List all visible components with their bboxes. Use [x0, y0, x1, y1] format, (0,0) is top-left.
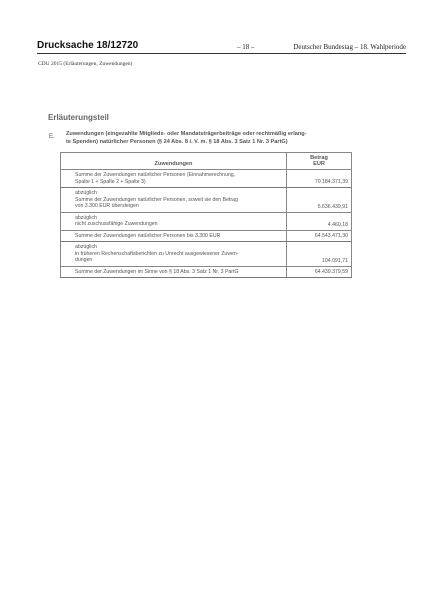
item-heading-line: Zuwendungen (eingezahlte Mitglieds- oder Mandatsträgerbeiträge oder rechtmäßig erlang- [66, 131, 307, 137]
row-desc-line: Summe der Zuwendungen natürlicher Personen bis 3.300 EUR [75, 232, 221, 239]
table-row [61, 188, 352, 213]
row-desc [61, 212, 287, 230]
table-row [61, 170, 352, 188]
table-row [61, 266, 352, 278]
row-desc [61, 170, 287, 188]
col-header-amount [287, 153, 352, 170]
row-desc [61, 242, 287, 267]
donations-table [60, 152, 352, 278]
row-amount: 4.460,18 [287, 212, 352, 230]
table-row [61, 212, 352, 230]
row-desc-line: nicht zuschussfähige Zuwendungen [75, 221, 158, 227]
row-amount: 64.439.379,59 [287, 266, 352, 278]
row-desc-line: abzüglich [75, 190, 97, 196]
item-letter: E. [49, 134, 55, 140]
section-title: Erläuterungsteil [48, 113, 109, 122]
parliament-label: Deutscher Bundestag – 18. Wahlperiode [293, 43, 406, 51]
row-desc-line: Spalte 1 + Spalte 2 + Spalte 3) [75, 178, 146, 185]
row-desc [61, 230, 287, 242]
table-header-row [61, 153, 352, 170]
row-desc-line: abzüglich [75, 214, 97, 221]
item-heading-line: te Spenden) natürlicher Personen (§ 24 Abs. 8 i. V. m. § 18 Abs. 3 Satz 1 Nr. 3 PartG) [66, 139, 288, 145]
table-row [61, 242, 352, 267]
row-desc-line: Summe der Zuwendungen im Sinne von § 18 Abs. 3 Satz 1 Nr. 3 PartG [75, 268, 239, 275]
row-amount: 64.543.471,30 [287, 230, 352, 242]
row-desc [61, 266, 287, 278]
row-amount: 5.636.439,91 [287, 188, 352, 213]
row-amount: 104.091,71 [287, 242, 352, 267]
doc-label: Drucksache 18/12720 [37, 40, 139, 51]
col-header-desc: Zuwendungen [61, 153, 287, 170]
item-heading [66, 130, 356, 146]
row-desc-line: Summe der Zuwendungen natürlicher Personen (Einnahmerechnung, [75, 172, 236, 178]
running-header [37, 41, 406, 54]
row-desc-line: Summe der Zuwendungen natürlicher Personen, soweit sie den Betrag [75, 196, 238, 203]
page-number: – 18 – [237, 43, 255, 51]
table-row [61, 230, 352, 242]
row-desc [61, 188, 287, 213]
row-amount: 70.184.371,39 [287, 170, 352, 188]
subheader: CDU 2015 (Erläuterungen, Zuwendungen) [38, 61, 133, 67]
col-header-amount-line1: Betrag [310, 155, 328, 161]
row-desc-line: in früheren Rechenschaftsberichten zu Unrecht ausgewiesener Zuwen- [75, 250, 239, 257]
col-header-amount-line2: EUR [313, 161, 325, 167]
row-desc-line: dungen [75, 257, 93, 263]
row-desc-line: abzüglich [75, 244, 97, 250]
row-desc-line: von 3.300 EUR übersteigen [75, 203, 139, 209]
